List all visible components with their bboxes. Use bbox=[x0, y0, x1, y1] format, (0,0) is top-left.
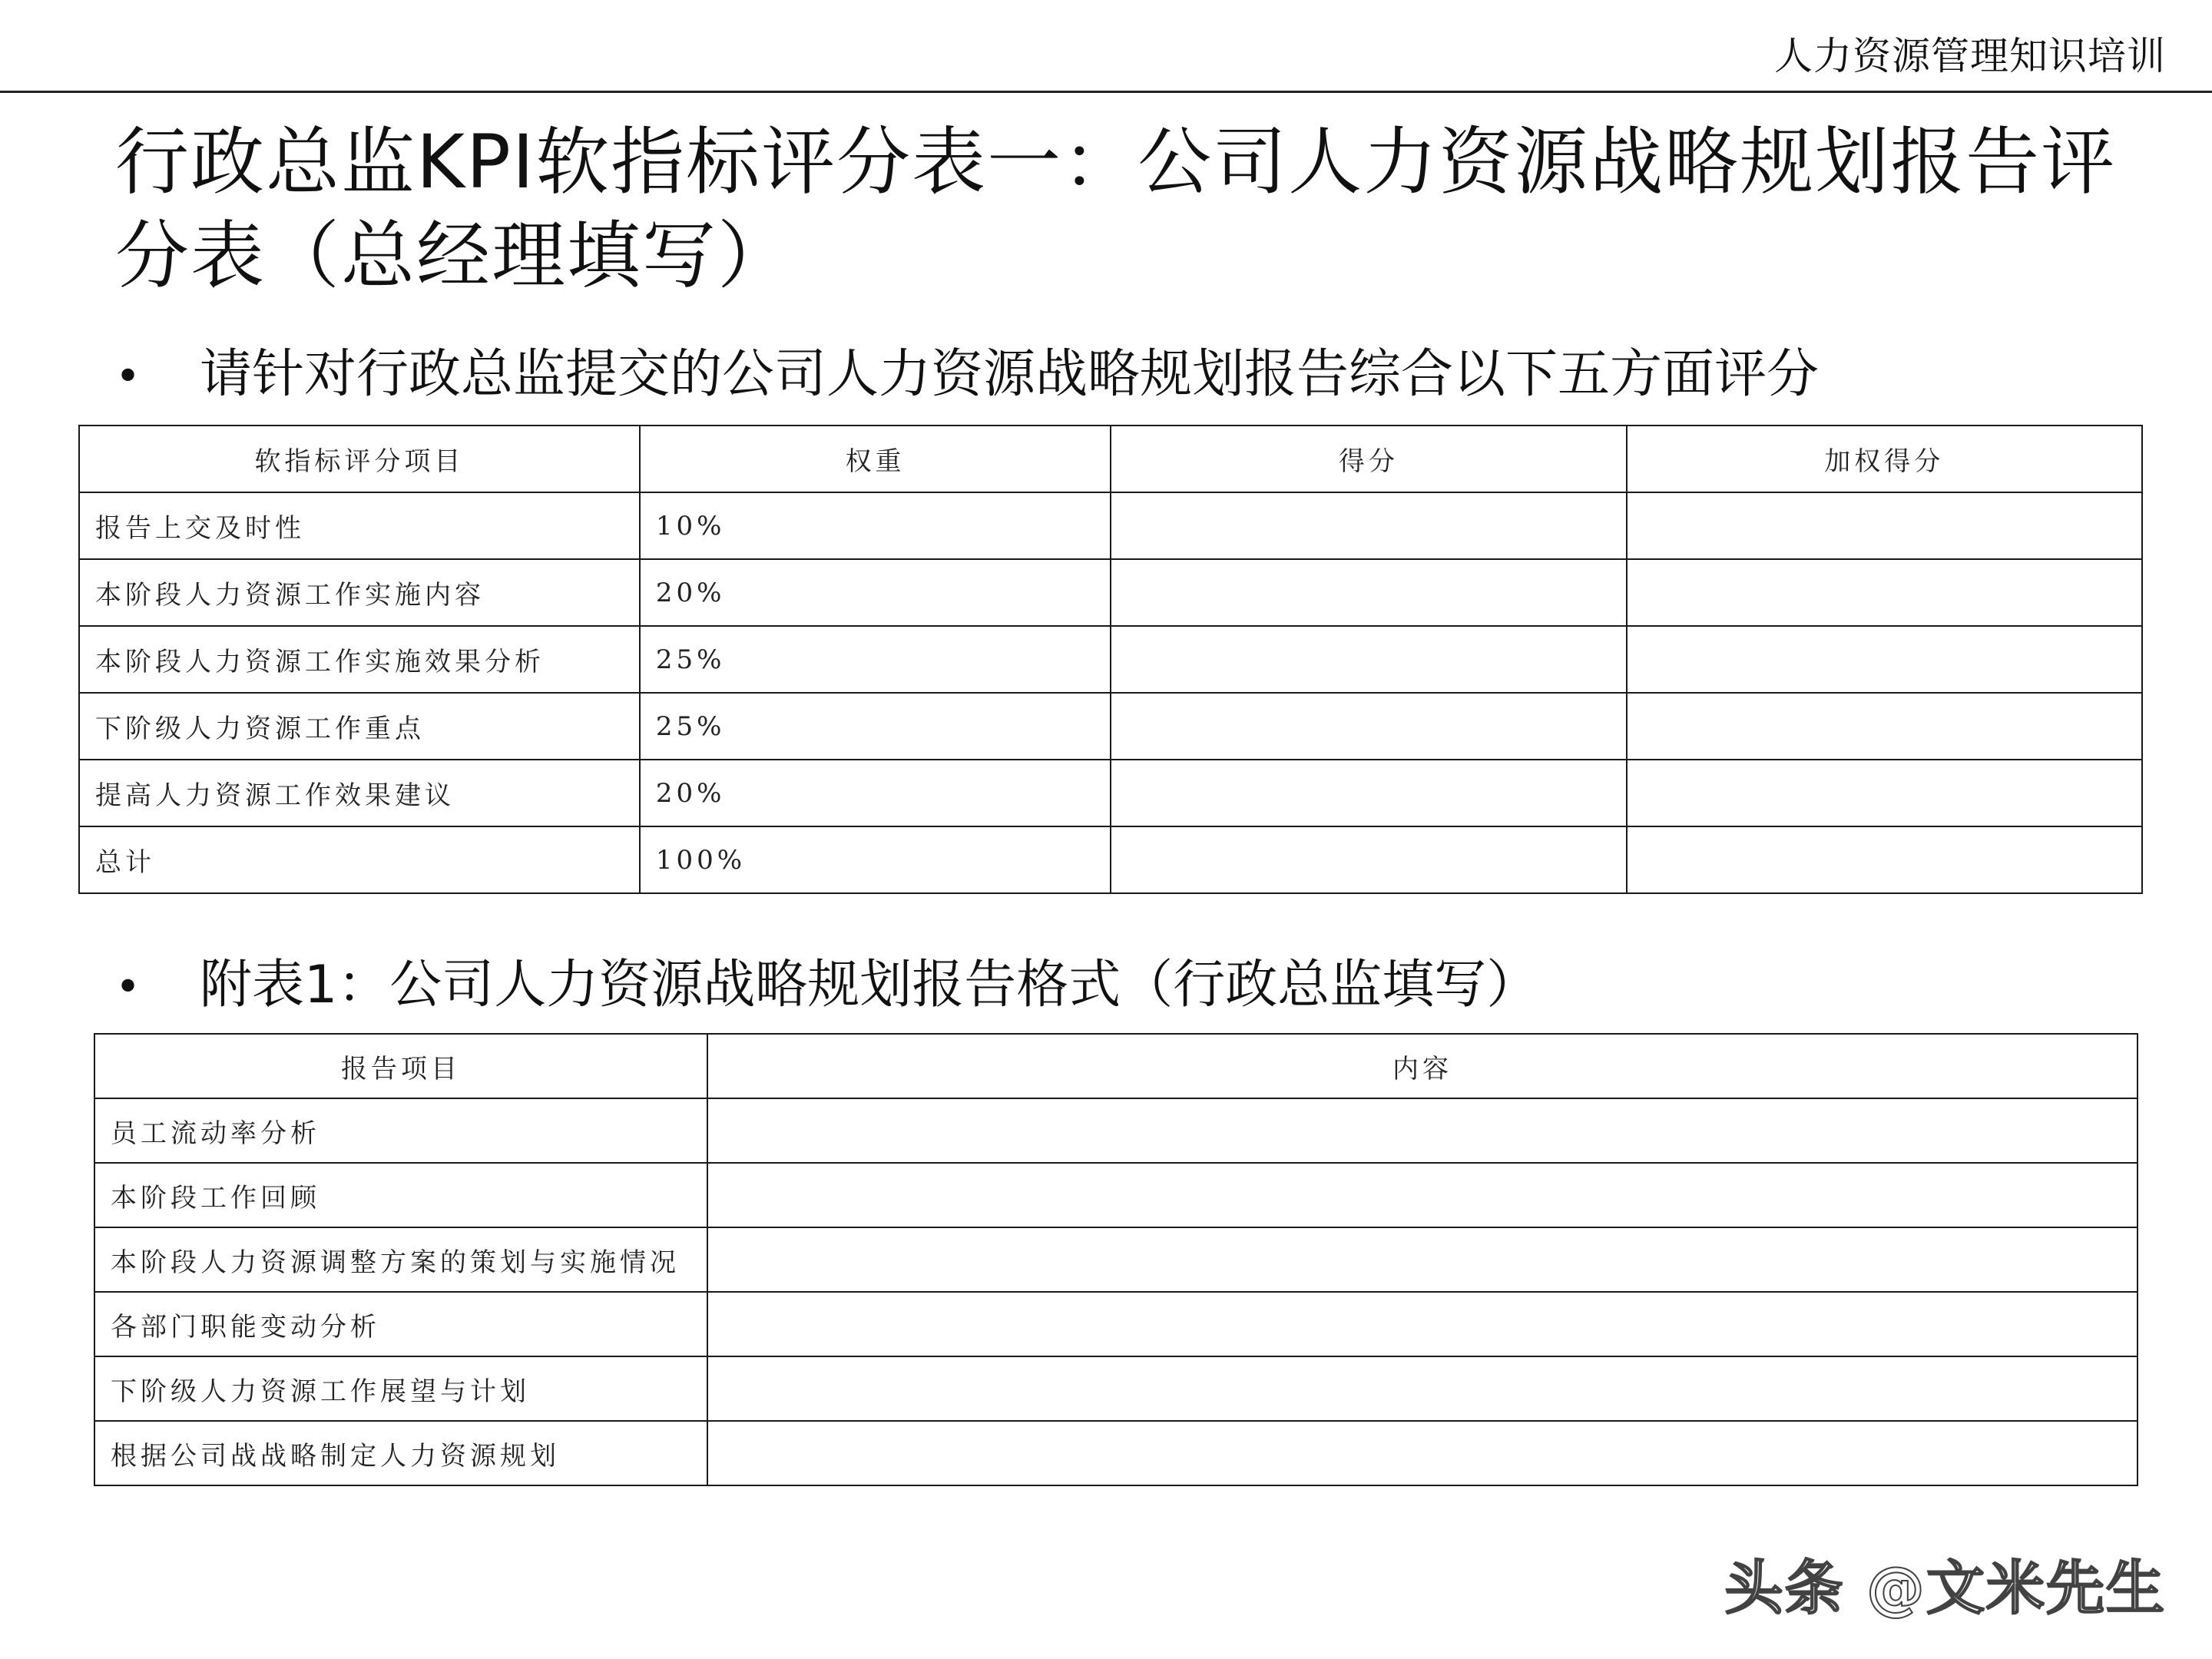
column-header: 内容 bbox=[707, 1034, 2137, 1098]
weight-cell: 25% bbox=[640, 693, 1111, 760]
table-row bbox=[79, 626, 2142, 693]
weight-cell: 100% bbox=[640, 826, 1111, 893]
table-row bbox=[94, 1421, 2137, 1485]
column-header: 软指标评分项目 bbox=[79, 426, 640, 492]
weighted-score-cell[interactable] bbox=[1627, 492, 2142, 559]
score-cell[interactable] bbox=[1111, 559, 1626, 626]
report-item-cell: 本阶段工作回顾 bbox=[94, 1163, 707, 1227]
report-item-cell: 下阶级人力资源工作展望与计划 bbox=[94, 1356, 707, 1421]
table-row bbox=[79, 559, 2142, 626]
item-cell: 本阶段人力资源工作实施内容 bbox=[79, 559, 640, 626]
report-item-cell: 本阶段人力资源调整方案的策划与实施情况 bbox=[94, 1227, 707, 1292]
header-divider bbox=[0, 91, 2212, 93]
table-row bbox=[94, 1292, 2137, 1356]
item-cell: 报告上交及时性 bbox=[79, 492, 640, 559]
table-row bbox=[94, 1227, 2137, 1292]
report-format-table bbox=[94, 1033, 2138, 1486]
column-header: 权重 bbox=[640, 426, 1111, 492]
content-cell[interactable] bbox=[707, 1356, 2137, 1421]
watermark: 头条 @文米先生 bbox=[1724, 1554, 2166, 1622]
score-cell[interactable] bbox=[1111, 693, 1626, 760]
table-header-row bbox=[94, 1034, 2137, 1098]
bullet-dot: • bbox=[115, 352, 141, 402]
content-cell[interactable] bbox=[707, 1292, 2137, 1356]
content-cell[interactable] bbox=[707, 1227, 2137, 1292]
score-cell[interactable] bbox=[1111, 626, 1626, 693]
weighted-score-cell[interactable] bbox=[1627, 559, 2142, 626]
header-title: 人力资源管理知识培训 bbox=[1774, 34, 2166, 78]
table-row bbox=[79, 492, 2142, 559]
table-header-row bbox=[79, 426, 2142, 492]
weighted-score-cell[interactable] bbox=[1627, 626, 2142, 693]
content-cell[interactable] bbox=[707, 1163, 2137, 1227]
column-header: 报告项目 bbox=[94, 1034, 707, 1098]
weight-cell: 10% bbox=[640, 492, 1111, 559]
column-header: 加权得分 bbox=[1627, 426, 2142, 492]
report-item-cell: 各部门职能变动分析 bbox=[94, 1292, 707, 1356]
item-cell: 总计 bbox=[79, 826, 640, 893]
table-row bbox=[79, 693, 2142, 760]
bullet-appendix bbox=[115, 951, 1538, 1022]
bullet-text: 请针对行政总监提交的公司人力资源战略规划报告综合以下五方面评分 bbox=[200, 344, 1820, 405]
table-row bbox=[94, 1356, 2137, 1421]
score-cell[interactable] bbox=[1111, 492, 1626, 559]
report-item-cell: 根据公司战战略制定人力资源规划 bbox=[94, 1421, 707, 1485]
weight-cell: 25% bbox=[640, 626, 1111, 693]
item-cell: 提高人力资源工作效果建议 bbox=[79, 760, 640, 826]
weighted-score-cell[interactable] bbox=[1627, 826, 2142, 893]
item-cell: 本阶段人力资源工作实施效果分析 bbox=[79, 626, 640, 693]
table-row bbox=[94, 1163, 2137, 1227]
table-row-total bbox=[79, 826, 2142, 893]
weight-cell: 20% bbox=[640, 760, 1111, 826]
page-title: 行政总监KPI软指标评分表一：公司人力资源战略规划报告评分表（总经理填写） bbox=[115, 119, 2117, 299]
score-cell[interactable] bbox=[1111, 760, 1626, 826]
table-row bbox=[79, 760, 2142, 826]
bullet-instruction bbox=[115, 340, 1819, 412]
bullet-text: 附表1：公司人力资源战略规划报告格式（行政总监填写） bbox=[200, 955, 1539, 1015]
report-item-cell: 员工流动率分析 bbox=[94, 1098, 707, 1163]
kpi-score-table bbox=[78, 425, 2143, 894]
weight-cell: 20% bbox=[640, 559, 1111, 626]
score-cell[interactable] bbox=[1111, 826, 1626, 893]
weighted-score-cell[interactable] bbox=[1627, 693, 2142, 760]
bullet-dot: • bbox=[115, 962, 141, 1013]
item-cell: 下阶级人力资源工作重点 bbox=[79, 693, 640, 760]
content-cell[interactable] bbox=[707, 1098, 2137, 1163]
content-cell[interactable] bbox=[707, 1421, 2137, 1485]
table-row bbox=[94, 1098, 2137, 1163]
column-header: 得分 bbox=[1111, 426, 1626, 492]
weighted-score-cell[interactable] bbox=[1627, 760, 2142, 826]
